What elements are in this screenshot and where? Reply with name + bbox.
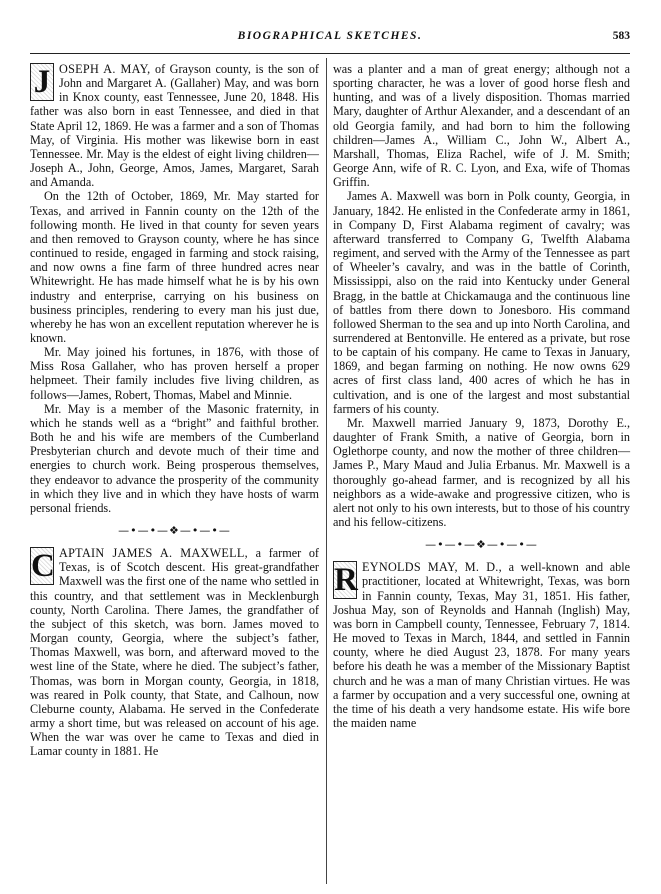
column-divider bbox=[326, 58, 327, 884]
paragraph: Mr. Maxwell married January 9, 1873, Dorothy E., daughter of Frank Smith, a native of Georgia, born in Oglethorpe county, and now the mother of three children—James P., Mary Maud and Julia Erbanus. Mr. Maxwell is a thoroughly go-ahead farmer, and is recognized by all his neighbors as a wide-awake and progressive citizen, who is alert not only to his own interests, but to those of his country and his fellow-citizens. bbox=[333, 415, 630, 529]
paragraph-continued: was a planter and a man of great energy; although not a sporting character, he was a lover of good horse flesh and hunting, and was of a lively disposition. Thomas married Mary, daughter of Arthur Alexander, and a descendant of an old Georgia family, and had born to him the following children—James A., William C., John W., Albert A., Marshall, Thomas, Eliza Rachel, wife of J. M. Smith; George Ann, wife of R. C. Lyon, and Exa, wife of Thomas Griffin. bbox=[333, 62, 630, 190]
sketch-joseph-may-intro bbox=[30, 62, 319, 189]
running-title: BIOGRAPHICAL SKETCHES. bbox=[237, 30, 423, 42]
page-number: 583 bbox=[612, 30, 630, 42]
sketch-reynolds-may-intro bbox=[333, 560, 630, 730]
paragraph: On the 12th of October, 1869, Mr. May started for Texas, and arrived in Fannin county on the 12th of the following month. He lived in that county for seven years and then removed to Grayson county, where he has since continued to reside, engaged in farming and stock raising, and now owns a fine farm of three hundred acres near Whitewright. He has made himself what he is by his own industry and enterprise, carrying on his business on business principles, rendering to every man his just due, whereby he has won an excellent reputation wherever he is known. bbox=[30, 189, 319, 345]
drop-cap-initial: J bbox=[30, 63, 54, 101]
section-ornament: —•—•—❖—•—•— bbox=[425, 538, 538, 552]
paragraph: James A. Maxwell was born in Polk county, Georgia, in January, 1842. He enlisted in the Confederate army in 1861, in Company D, First Alabama regiment of cavalry; was afterward transferred to Company G, Twelfth Alabama regiment, and served with the Army of the Tennessee as part of Wheeler’s cavalry, and was in the battle of Corinth, Mississippi, also on the raid into Kentucky under General Bragg, in the battle at Chickamauga and the continuous line of battles from there down to Jonesboro. His command followed Sherman to the sea and up into North Carolina, and surrendered at Bentonville. He entered as a private, but rose to be captain of his company. He came to Texas in January, 1869, and began farming on nothing. He now owns 629 acres of first class land, 400 acres of which he has in cultivation, and is one of the largest and most substantial farmers of his county. bbox=[333, 189, 630, 416]
section-ornament: —•—•—❖—•—•— bbox=[118, 524, 231, 537]
running-header bbox=[30, 30, 630, 46]
sketch-james-maxwell-intro bbox=[30, 546, 319, 758]
paragraph-text: a farmer of Texas, is of Scotch descent. His great-grandfather Maxwell was the first one of the name who settled in this country, and that settlement was in Mecklenburgh county, North Carolina. There James, the grandfather of the subject of this sketch, was born. James moved to Morgan county, Georgia, where the subject’s father, Thomas Maxwell, was born, and afterward moved to the west line of the State, where he died. The subject’s father, Thomas, was born in Morgan county, Georgia, in 1818, was reared in Polk county, that State, and Calhoun, now Cleburne county, Alabama. He served in the Confederate army a short time, but was released on account of his age. When the war was over he came to Texas and died in Lamar county in 1881. He bbox=[30, 546, 319, 759]
drop-cap-initial: C bbox=[31, 548, 55, 585]
sketch-subject-name: APTAIN JAMES A. MAXWELL, bbox=[59, 546, 248, 561]
paragraph-text: of Grayson county, is the son of John and Margaret A. (Gallaher) May, and was born in Knox county, east Tennessee, June 20, 1848. His father was also born in east Tennessee, and died in that State April 12, 1869. He was a farmer and a son of Thomas May, of Virginia. His mother was likewise born in east Tennessee. Mr. May is the eldest of eight living children—Joseph A., John, George, Amos, James, Margaret, Sarah and Amanda. bbox=[30, 62, 319, 190]
paragraph: Mr. May joined his fortunes, in 1876, with those of Miss Rosa Gallaher, who has proven herself a proper helpmeet. Their family includes five living children, as follows—James, Robert, Thomas, Mabel and Minnie. bbox=[30, 345, 319, 402]
paragraph: Mr. May is a member of the Masonic fraternity, in which he stands well as a “bright” and faithful brother. Both he and his wife are members of the Cumberland Presbyterian church and devote much of their time and energies to church work. Being prosperous themselves, they endeavor to advance the prosperity of the community in which they live and in which they have hosts of warm personal friends. bbox=[30, 401, 319, 515]
sketch-subject-name: EYNOLDS MAY, M. D., bbox=[362, 560, 502, 575]
drop-cap-initial: R bbox=[334, 562, 358, 599]
header-rule bbox=[30, 53, 630, 54]
left-column bbox=[30, 62, 319, 759]
right-column bbox=[333, 62, 630, 730]
paragraph-text: a well-known and able practitioner, located at Whitewright, Texas, was born in Fannin county, Texas, May 31, 1851. His father, Joshua May, son of Reynolds and Hannah (Inglish) May, was born in Campbell county, Tennessee, February 7, 1814. He moved to Texas in March, 1844, and settled in Fannin county, where he died August 23, 1878. For many years before his death he was a member of the Missionary Baptist church and he was a man of many Christian virtues. He was a farmer by occupation and a very successful one, owning at the time of his death a very handsome estate. His wife bore the maiden name bbox=[333, 560, 630, 731]
sketch-subject-name: OSEPH A. MAY, bbox=[59, 62, 151, 76]
